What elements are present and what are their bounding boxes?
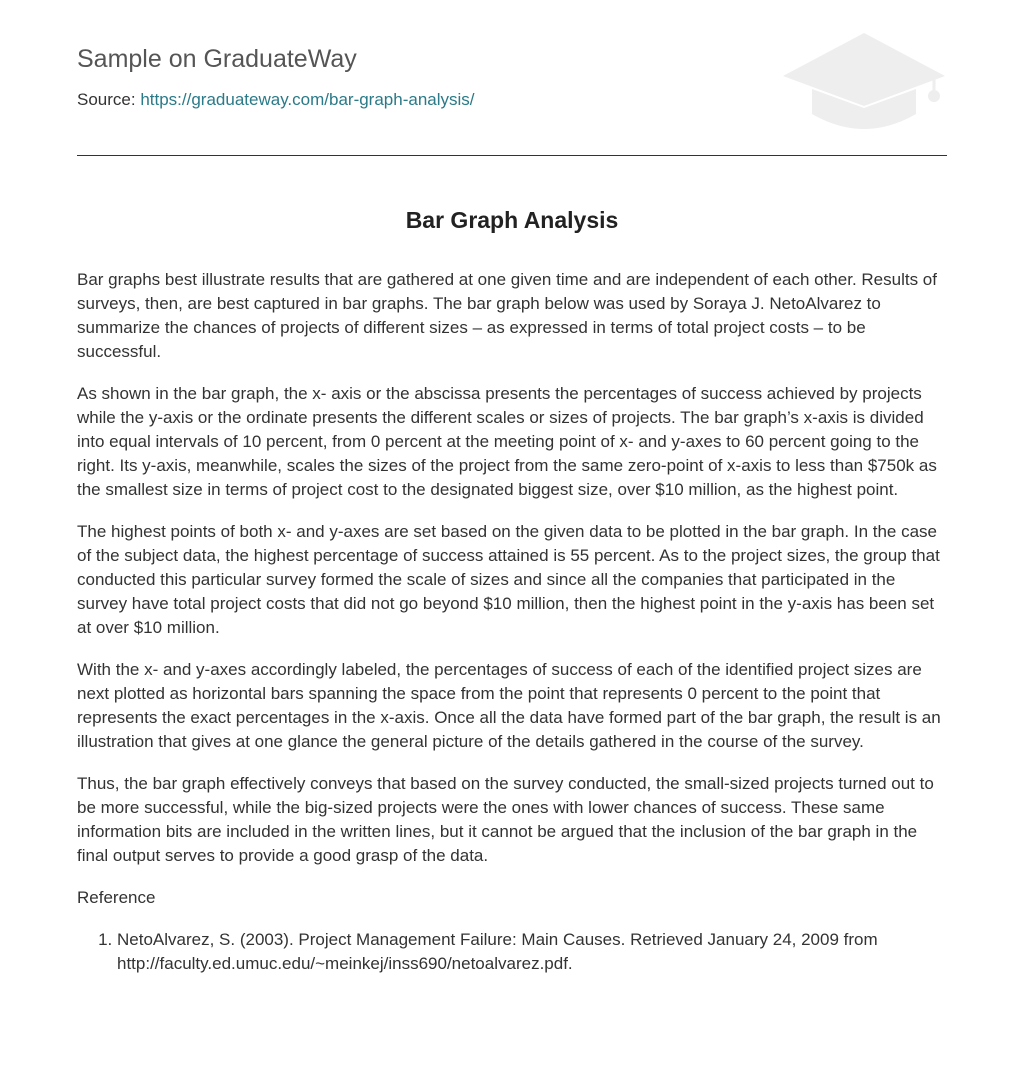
reference-list xyxy=(77,928,949,976)
source-line xyxy=(77,88,475,112)
source-label: Source: xyxy=(77,90,136,109)
article-title: Bar Graph Analysis xyxy=(405,207,619,233)
paragraph-2: As shown in the bar graph, the x- axis or the abscissa presents the percentages of success achieved by projects while the y-axis or the ordinate presents the different scales or sizes of projects. The bar graph’s x-axis is divided into equal intervals of 10 percent, from 0 percent at the meeting point of x- and y-axes to 60 percent going to the right. Its y-axis, meanwhile, scales the sizes of the project from the same zero-point of x-axis to less than $750k as the smallest size in terms of project cost to the designated biggest size, over $10 million, as the highest point. xyxy=(77,384,937,499)
paragraph-4: With the x- and y-axes accordingly labeled, the percentages of success of each of the identified project sizes are next plotted as horizontal bars spanning the space from the point that represents 0 percent to the point that represents the exact percentages in the x-axis. Once all the data have formed part of the bar graph, the result is an illustration that gives at one glance the general picture of the details gathered in the course of the survey. xyxy=(77,660,941,751)
paragraph-5: Thus, the bar graph effectively conveys that based on the survey conducted, the small-sized projects turned out to be more successful, while the big-sized projects were the ones with lower chances of success. These same information bits are included in the written lines, but it cannot be argued that the inclusion of the bar graph in the final output serves to provide a good grasp of the data. xyxy=(77,774,934,865)
header-divider xyxy=(77,155,947,156)
paragraph-3: The highest points of both x- and y-axes are set based on the given data to be plotted in the bar graph. In the case of the subject data, the highest percentage of success attained is 55 percent. As to the project sizes, the group that conducted this particular survey formed the scale of sizes and since all the companies that participated in the survey have total project costs that did not go beyond $10 million, then the highest point in the y-axis has been set at over $10 million. xyxy=(77,522,940,637)
paragraph-1: Bar graphs best illustrate results that are gathered at one given time and are independent of each other. Results of surveys, then, are best captured in bar graphs. The bar graph below was used by Soraya J. NetoAlvarez to summarize the chances of projects of different sizes – as expressed in terms of total project costs – to be successful. xyxy=(77,270,937,361)
article-body xyxy=(77,268,949,976)
reference-item: 1. NetoAlvarez, S. (2003). Project Management Failure: Main Causes. Retrieved January 24, 2009 from http://faculty.ed.umuc.edu/~meinkej/inss690/netoalvarez.pdf. xyxy=(117,928,949,976)
site-title: Sample on GraduateWay xyxy=(77,45,357,73)
reference-heading: Reference xyxy=(77,888,156,907)
source-link[interactable]: https://graduateway.com/bar-graph-analysis/ xyxy=(140,90,475,109)
graduation-cap-icon xyxy=(780,30,948,134)
page-header xyxy=(77,0,947,156)
